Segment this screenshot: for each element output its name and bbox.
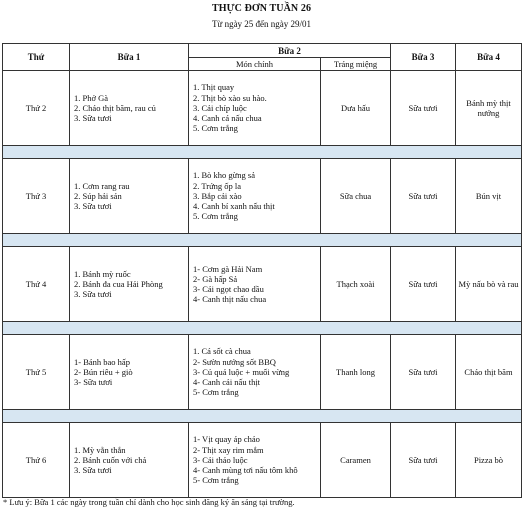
menu-item: 2. Thịt bò xào su hào. [193,92,267,103]
day-row [3,423,522,498]
menu-item: 4. Canh bí xanh nấu thịt [193,201,275,212]
menu-item: 2- Bún riêu + giò [74,366,133,377]
menu-table-body [3,71,522,498]
day-label: Thứ 3 [3,159,70,234]
menu-item: 1- Bánh bao hấp [74,356,130,367]
separator-cell [3,234,522,247]
day-label: Thứ 2 [3,71,70,146]
menu-item: 1. Bò kho gừng sả [193,170,255,181]
menu-item: 2. Bánh cuốn với chả [74,454,147,465]
separator-row [3,322,522,335]
menu-item: 1. Phở Gà [74,92,109,103]
header-meal-2: Bữa 2 [189,44,391,58]
menu-item: 1. Thịt quay [193,82,235,93]
main-dish-list [189,247,321,322]
menu-item: 3- Sữa tươi [74,377,113,388]
menu-item: 5. Cơm trắng [193,211,238,222]
menu-item: 3. Sữa tươi [74,201,112,212]
meal-1-list [70,335,189,410]
meal-4-cell: Cháo thịt băm [456,335,522,410]
meal-1-list [70,71,189,146]
menu-item: 5. Cơm trắng [193,123,238,134]
menu-item: 4- Canh mùng tơi nấu tôm khô [193,465,298,476]
main-dish-list [189,71,321,146]
menu-item: 2- Thịt xay rim mắm [193,444,264,455]
menu-item: 5- Cơm trắng [193,475,239,486]
day-label: Thứ 4 [3,247,70,322]
dessert-cell: Thạch xoài [321,247,391,322]
dessert-cell: Caramen [321,423,391,498]
menu-item: 3. Sữa tươi [74,113,112,124]
main-dish-list [189,335,321,410]
day-row [3,71,522,146]
day-label: Thứ 6 [3,423,70,498]
meal-3-cell: Sữa tươi [391,423,456,498]
main-dish-list [189,423,321,498]
meal-3-cell: Sữa tươi [391,335,456,410]
meal-4-cell: Pizza bò [456,423,522,498]
menu-item: 1- Vịt quay áp chảo [193,434,260,445]
menu-item: 3- Cải thảo luộc [193,454,248,465]
menu-item: 3. Sữa tươi [74,289,112,300]
menu-item: 3. Sữa tươi [74,465,112,476]
separator-row [3,410,522,423]
separator-cell [3,322,522,335]
menu-table-header [3,44,522,71]
meal-4-cell: Bún vịt [456,159,522,234]
footnote: * Lưu ý: Bữa 1 các ngày trong tuần chỉ dành cho học sinh đăng ký ăn sáng tại trường. [3,497,295,507]
header-meal-1: Bữa 1 [70,44,189,71]
meal-3-cell: Sữa tươi [391,247,456,322]
weekly-menu-table [2,43,522,498]
menu-item: 1. Mỳ vằn thắn [74,444,126,455]
meal-3-cell: Sữa tươi [391,159,456,234]
separator-row [3,146,522,159]
separator-row [3,234,522,247]
main-dish-list [189,159,321,234]
header-main-dish: Món chính [189,58,321,71]
dessert-cell: Dưa hấu [321,71,391,146]
menu-item: 3- Cải ngọt chao dầu [193,284,264,294]
separator-cell [3,146,522,159]
separator-cell [3,410,522,423]
menu-item: 1. Cá sốt cà chua [193,346,251,357]
day-row [3,335,522,410]
header-dessert: Tráng miệng [321,58,391,71]
menu-item: 3- Củ quả luộc + muối vừng [193,366,290,377]
header-meal-4: Bữa 4 [456,44,522,71]
menu-item: 2. Trứng ốp la [193,180,242,191]
meal-1-list [70,247,189,322]
menu-date-range: Từ ngày 25 đến ngày 29/01 [211,19,312,29]
menu-item: 2- Gà hấp Sả [193,273,238,284]
dessert-cell: Thanh long [321,335,391,410]
menu-title: THỰC ĐƠN TUẦN 26 [211,3,312,14]
menu-item: 4. Canh cá nấu chua [193,113,262,124]
menu-item: 1. Cơm rang rau [74,180,130,191]
day-label: Thứ 5 [3,335,70,410]
menu-item: 3. Bắp cải xào [193,190,242,201]
header-meal-3: Bữa 3 [391,44,456,71]
meal-1-list [70,159,189,234]
menu-item: 4- Canh thịt nấu chua [193,294,267,305]
menu-item: 2- Sườn nướng sốt BBQ [193,356,276,367]
menu-item: 1- Cơm gà Hải Nam [193,263,263,274]
menu-item: 3. Cải chíp luộc [193,102,247,113]
menu-item: 2. Súp hải sản [74,190,122,201]
menu-item: 2. Bánh đa cua Hải Phòng [74,278,163,289]
day-row [3,247,522,322]
header-day: Thứ [3,44,70,71]
meal-4-cell: Bánh mỳ thịt nướng [456,71,522,146]
menu-item: 2. Cháo thịt băm, rau củ [74,102,156,113]
meal-3-cell: Sữa tươi [391,71,456,146]
menu-item: 1. Bánh mỳ ruốc [74,268,131,279]
day-row [3,159,522,234]
dessert-cell: Sữa chua [321,159,391,234]
menu-item: 5- Cơm trắng [193,387,239,398]
meal-4-cell: Mỳ nấu bò và rau [456,247,522,322]
meal-1-list [70,423,189,498]
menu-item: 4- Canh cải nấu thịt [193,377,261,388]
